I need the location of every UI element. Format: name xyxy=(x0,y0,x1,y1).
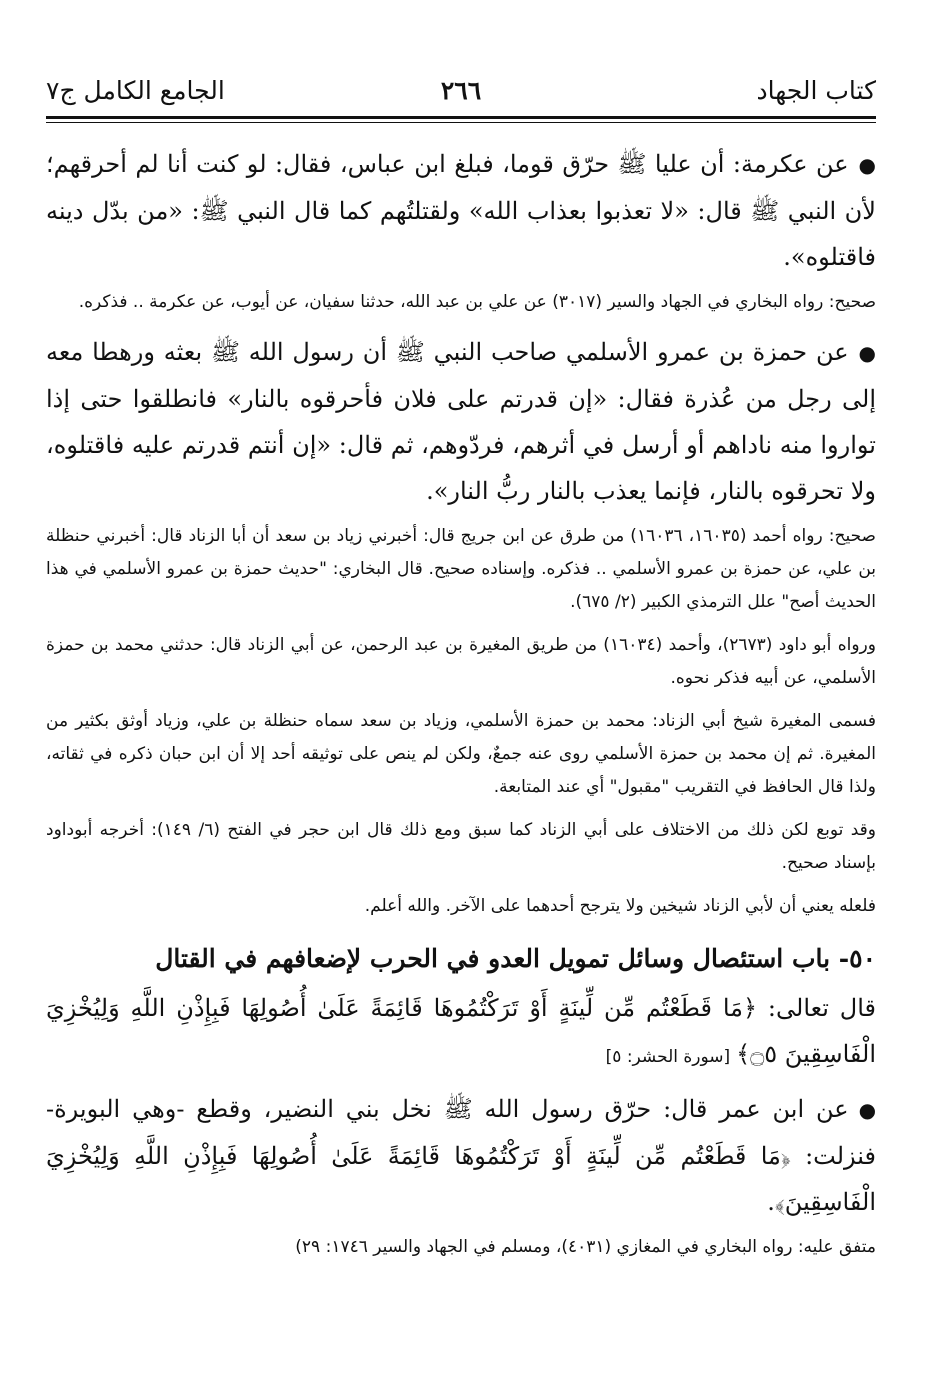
takhrij-note: ورواه أبو داود (٢٦٧٣)، وأحمد (١٦٠٣٤) من طريق المغيرة بن عبد الرحمن، عن أبي الزناد قال: حدثني محمد بن حمزة الأسلمي، عن أبيه فذكر نحوه. xyxy=(46,635,876,688)
page-number: ٢٦٦ xyxy=(440,76,482,105)
book-page xyxy=(46,70,876,1274)
bullet-icon: ● xyxy=(858,1098,877,1122)
page-content xyxy=(46,141,876,1264)
quran-verse xyxy=(46,985,876,1080)
takhrij-note: فسمى المغيرة شيخ أبي الزناد: محمد بن حمزة الأسلمي، وزياد بن سعد سماه حنظلة بن علي، وزياد أوثق بكثير من المغيرة. ثم إن محمد بن حمزة الأسلمي روى عنه جمعٌ، ولكن لم ينص على توثيقه أحد إلا أن ابن حبان ذكره في ثقاته، ولذا قال الحافظ في التقريب "مقبول" أي عند المتابعة. xyxy=(46,711,876,797)
takhrij-note: صحيح: رواه أحمد (١٦٠٣٥، ١٦٠٣٦) من طرق عن ابن جريج قال: أخبرني زياد بن سعد أن أبا الزناد قال: أخبرني حنظلة بن علي، عن حمزة بن عمرو الأسلمي .. فذكره. وإسناده صحيح. قال البخاري: "حديث حمزة بن عمرو الأسلمي في هذا الحديث أصح" علل الترمذي الكبير (٢/ ٦٧٥). xyxy=(46,526,876,612)
chapter-heading: ٥٠- باب استئصال وسائل تمويل العدو في الحرب لإضعافهم في القتال xyxy=(155,944,876,973)
hadith-text: عن حمزة بن عمرو الأسلمي صاحب النبي ﷺ أن رسول الله ﷺ بعثه ورهطا معه إلى رجل من عُذرة فقال: «إن قدرتم على فلان فأحرقوه بالنار» فانطلقوا حتى إذا تواروا منه ناداهم أو أرسل في أثرهم، فردّوهم، ثم قال: «إن أنتم قدرتم عليه فاقتلوه، ولا تحرقوه بالنار، فإنما يعذب بالنار ربُّ النار». xyxy=(46,338,876,505)
hadith-text: عن عكرمة: أن عليا ﷺ حرّق قوما، فبلغ ابن عباس، فقال: لو كنت أنا لم أحرقهم؛ لأن النبي ﷺ قال: «لا تعذبوا بعذاب الله» ولقتلتُهم كما قال النبي ﷺ: «من بدّل دينه فاقتلوه». xyxy=(46,150,876,271)
takhrij-note: متفق عليه: رواه البخاري في المغازي (٤٠٣١)، ومسلم في الجهاد والسير ١٧٤٦: ٢٩) xyxy=(295,1237,876,1257)
takhrij-note: صحيح: رواه البخاري في الجهاد والسير (٣٠١٧) عن علي بن عبد الله، حدثنا سفيان، عن أيوب، عن عكرمة .. فذكره. xyxy=(78,292,876,312)
page-header xyxy=(46,70,876,119)
bullet-icon: ● xyxy=(858,341,876,365)
takhrij-note: وقد توبع لكن ذلك من الاختلاف على أبي الزناد كما سبق ومع ذلك قال ابن حجر في الفتح (٦/ ١٤٩): أخرجه أبوداود بإسناد صحيح. xyxy=(46,820,876,873)
hadith-ibn-umar xyxy=(46,1086,876,1225)
volume-title: الجامع الكامل ج٧ xyxy=(46,76,225,105)
takhrij-note: فلعله يعني أن لأبي الزناد شيخين ولا يترجح أحدهما على الآخر. والله أعلم. xyxy=(364,896,876,916)
bullet-icon: ● xyxy=(858,153,876,177)
book-title: كتاب الجهاد xyxy=(756,76,876,105)
verse-reference: [سورة الحشر: ٥] xyxy=(605,1047,731,1067)
hadith-hamza xyxy=(46,329,876,514)
hadith-ikrima xyxy=(46,141,876,280)
verse-text: قال تعالى: ﴿مَا قَطَعْتُم مِّن لِّينَةٍ أَوْ تَرَكْتُمُوهَا قَائِمَةً عَلَىٰ أُصُولِهَا فَبِإِذْنِ اللَّهِ وَلِيُخْزِيَ الْفَاسِقِينَ ۝٥﴾ xyxy=(46,994,876,1068)
hadith-text: عن ابن عمر قال: حرّق رسول الله ﷺ نخل بني النضير، وقطع -وهي البويرة- فنزلت: ﴿مَا قَطَعْتُم مِّن لِّينَةٍ أَوْ تَرَكْتُمُوهَا قَائِمَةً عَلَىٰ أُصُولِهَا فَبِإِذْنِ اللَّهِ وَلِيُخْزِيَ الْفَاسِقِينَ﴾. xyxy=(46,1095,876,1216)
